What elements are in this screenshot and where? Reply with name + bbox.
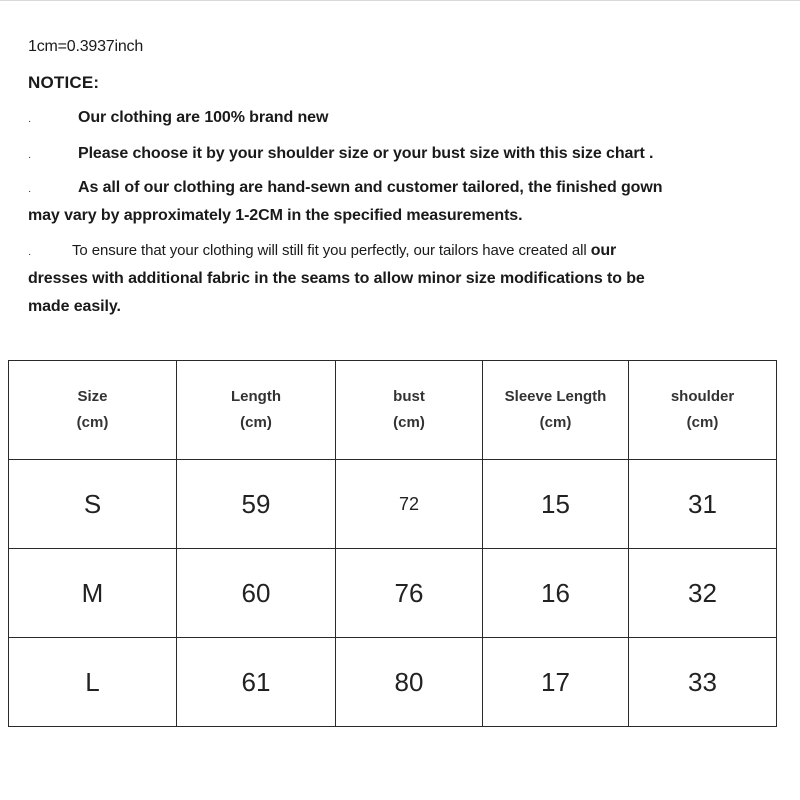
unit-conversion: 1cm=0.3937inch [28, 38, 144, 55]
header-size [9, 361, 177, 460]
notice-line-made-easily: made easily. [28, 298, 121, 315]
ensure-fit-our: our [590, 242, 617, 259]
cell-sleeve-length: 15 [483, 460, 629, 549]
cell-shoulder: 32 [629, 549, 777, 638]
cell-size: S [9, 460, 177, 549]
header-unit: (cm) [686, 414, 719, 431]
header-unit: (cm) [240, 414, 272, 431]
header-unit: (cm) [539, 414, 572, 431]
header-label: Length [231, 388, 281, 405]
cell-bust: 76 [336, 549, 483, 638]
cell-shoulder: 31 [629, 460, 777, 549]
header-label: bust [393, 388, 425, 405]
cell-size: M [9, 549, 177, 638]
notice-line-hand-sewn: As all of our clothing are hand-sewn and customer tailored, the finished gown [78, 179, 663, 196]
header-sleeve-length [483, 361, 629, 460]
header-unit: (cm) [393, 414, 425, 431]
bullet-dot: · [28, 116, 32, 127]
header-bust [336, 361, 483, 460]
notice-line-brand-new: Our clothing are 100% brand new [78, 109, 329, 126]
table-header-row [9, 361, 777, 460]
notice-line-ensure-fit [72, 242, 616, 260]
cell-length: 61 [177, 638, 336, 727]
header-unit: (cm) [76, 414, 109, 431]
cell-sleeve-length: 17 [483, 638, 629, 727]
table-row [9, 549, 777, 638]
header-shoulder [629, 361, 777, 460]
cell-bust: 80 [336, 638, 483, 727]
top-divider [0, 0, 800, 1]
bullet-dot: · [28, 152, 32, 163]
table-row [9, 460, 777, 549]
ensure-fit-lead: To ensure that your clothing will still fit you perfectly, our tailors have created all [72, 242, 587, 259]
cell-length: 60 [177, 549, 336, 638]
cell-length: 59 [177, 460, 336, 549]
cell-size: L [9, 638, 177, 727]
notice-line-choose-size: Please choose it by your shoulder size or your bust size with this size chart . [78, 145, 654, 162]
cell-shoulder: 33 [629, 638, 777, 727]
cell-sleeve-length: 16 [483, 549, 629, 638]
size-chart-table [8, 360, 777, 727]
header-length [177, 361, 336, 460]
bullet-dot: · [28, 249, 32, 260]
header-label: Size [77, 388, 108, 405]
notice-title: NOTICE: [28, 73, 100, 92]
notice-line-vary: may vary by approximately 1-2CM in the specified measurements. [28, 207, 523, 224]
header-label: shoulder [670, 388, 735, 405]
cell-bust: 72 [336, 460, 483, 549]
bullet-dot: · [28, 186, 32, 197]
notice-line-additional-fabric: dresses with additional fabric in the seams to allow minor size modifications to be [28, 270, 645, 287]
header-label: Sleeve Length [504, 388, 607, 405]
table-row [9, 638, 777, 727]
